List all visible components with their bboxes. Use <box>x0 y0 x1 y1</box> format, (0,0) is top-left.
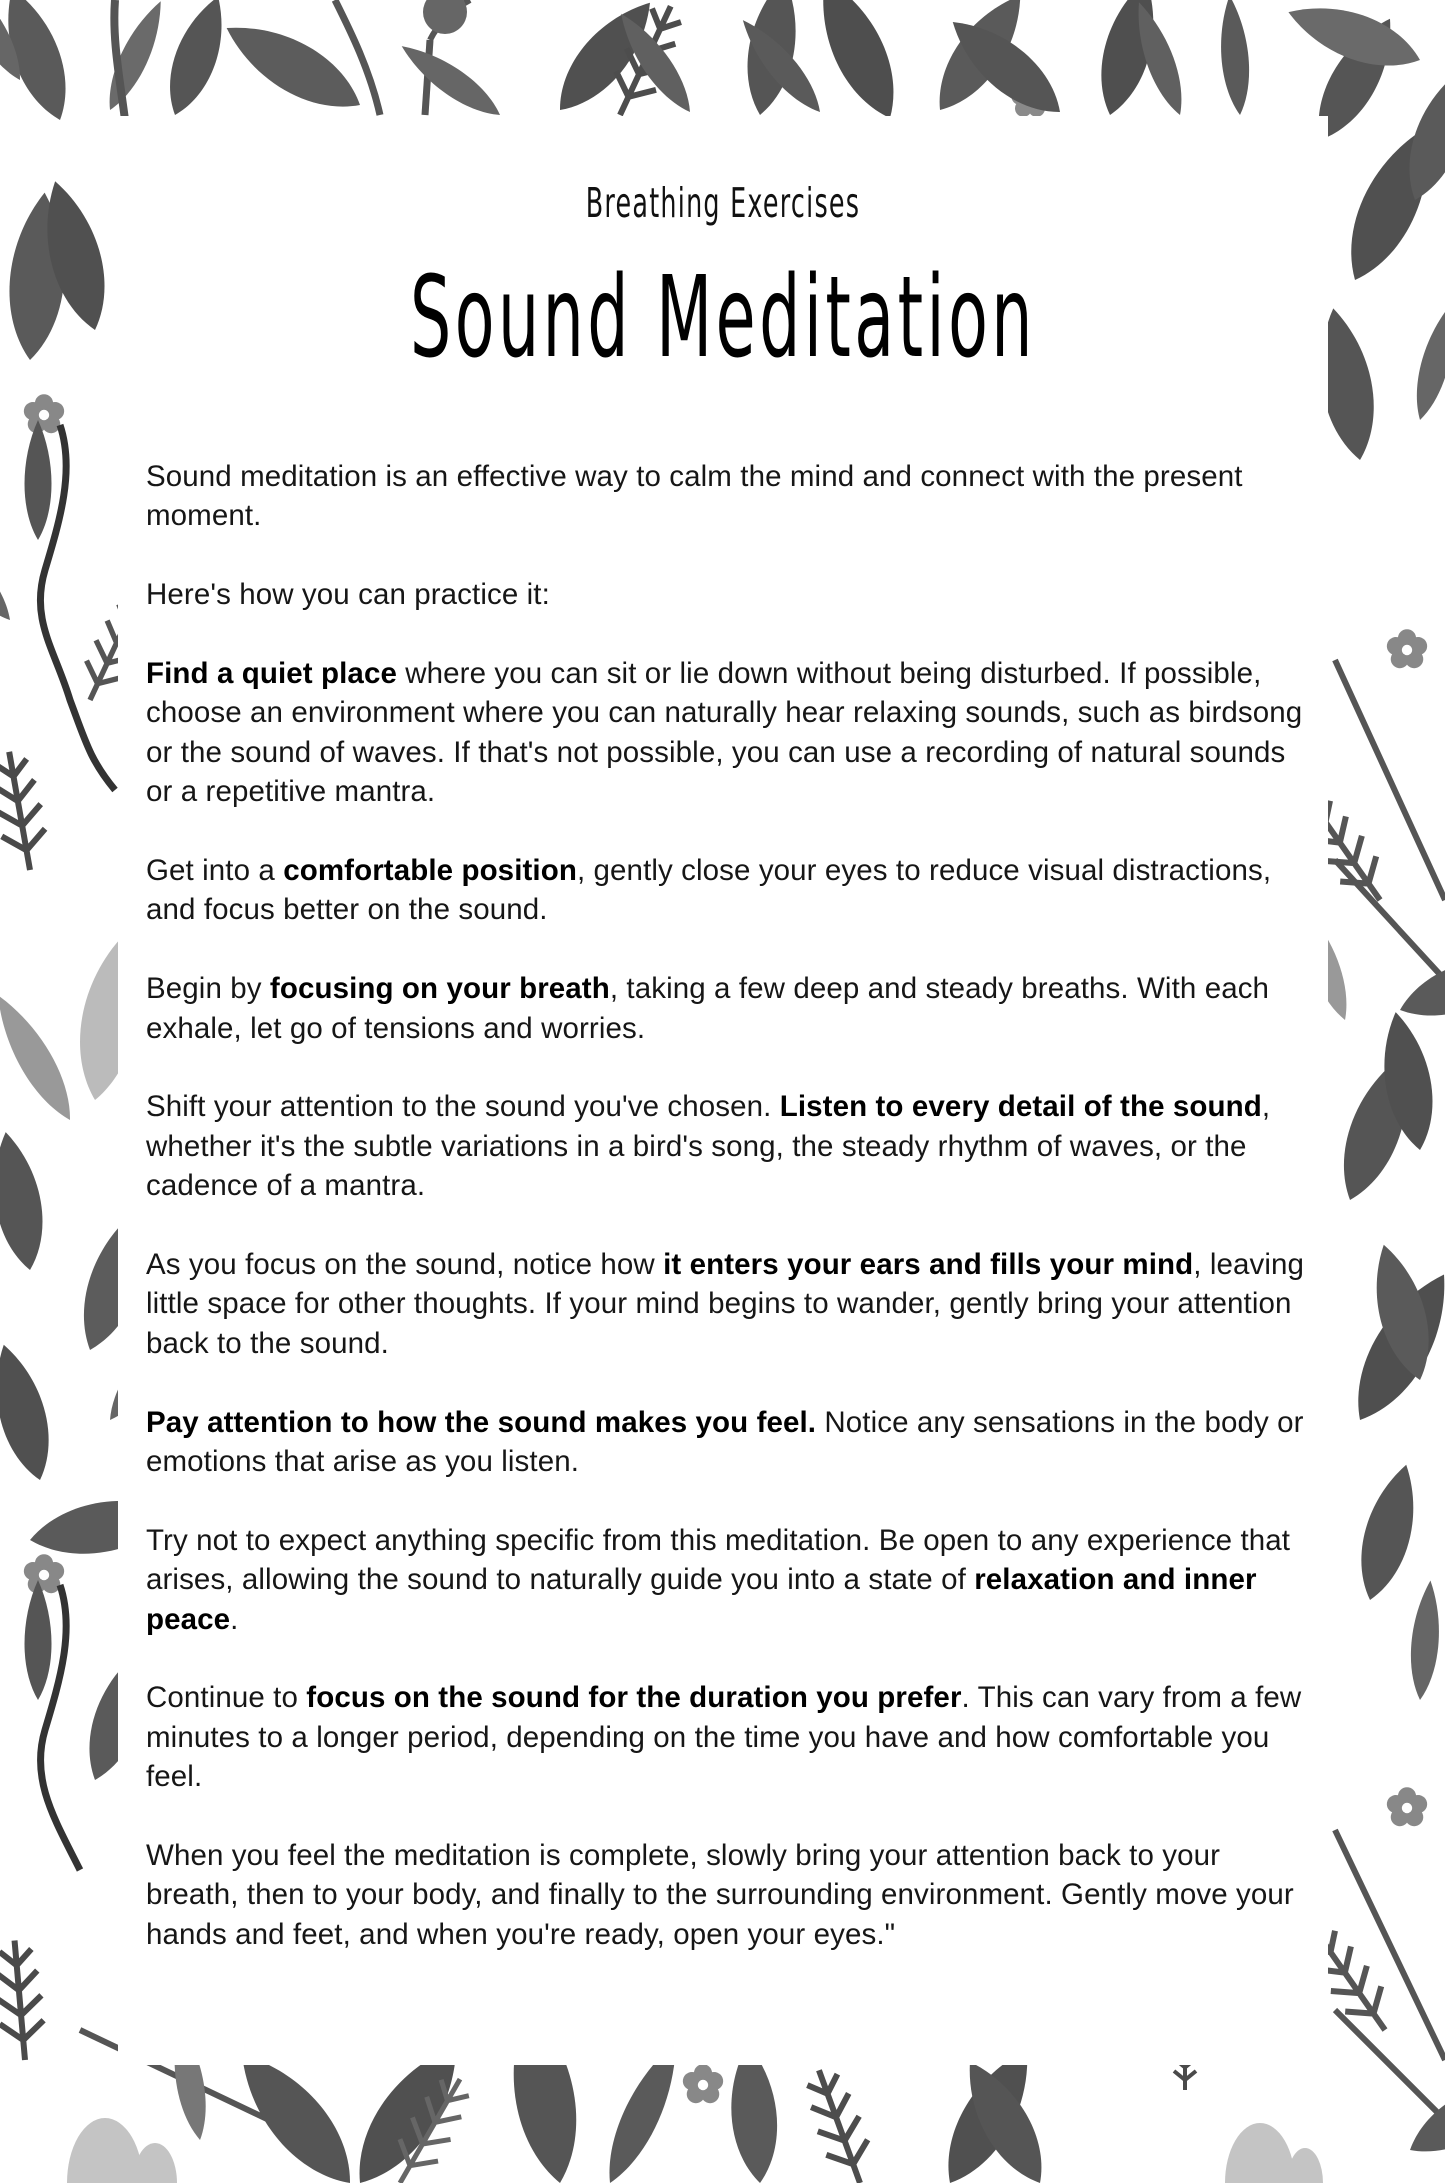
paragraph-listen: Shift your attention to the sound you've chosen. Listen to every detail of the sound, whether it's the subtle variations in a bird's song, the steady rhythm of waves, or the cadence of a mantra. <box>146 1090 1271 1203</box>
highlight: it enters your ears and fills your mind <box>663 1248 1194 1282</box>
page-title: Sound Meditation <box>410 253 1036 383</box>
highlight: Listen to every detail of the sound <box>779 1090 1262 1124</box>
highlight: focus on the sound for the duration you prefer <box>306 1681 962 1715</box>
content-card <box>118 116 1328 2065</box>
paragraph-closing: When you feel the meditation is complete, slowly bring your attention back to your breath, then to your body, and finally to the surrounding environment. Gently move your hands and feet, and when you're ready, open your eyes." <box>146 1839 1294 1951</box>
highlight: relaxation and inner peace <box>146 1563 1257 1636</box>
highlight: Find a quiet place <box>146 657 397 690</box>
paragraph-how-to: Here's how you can practice it: <box>146 578 550 612</box>
paragraph-fills-mind: As you focus on the sound, notice how it enters your ears and fills your mind, leaving little space for other thoughts. If your mind begins to wander, gently bring your attention back to the sound. <box>146 1248 1305 1360</box>
paragraph-duration: Continue to focus on the sound for the duration you prefer. This can vary from a few minutes to a longer period, depending on the time you have and how comfortable you feel. <box>146 1681 1302 1794</box>
paragraph-breath: Begin by focusing on your breath, taking a few deep and steady breaths. With each exhale, let go of tensions and worries. <box>146 972 1270 1045</box>
paragraph-intro: Sound meditation is an effective way to calm the mind and connect with the present moment. <box>146 460 1243 533</box>
article-body <box>146 457 1306 1994</box>
paragraph-expectations: Try not to expect anything specific from this meditation. Be open to any experience that arises, allowing the sound to naturally guide you into a state of relaxation and inner peace. <box>146 1523 1291 1636</box>
highlight: Pay attention to how the sound makes you feel. <box>146 1405 817 1439</box>
highlight: comfortable position <box>283 854 577 888</box>
section-kicker: Breathing Exercises <box>585 179 861 227</box>
paragraph-quiet-place: Find a quiet place where you can sit or lie down without being disturbed. If possible, choose an environment where you can naturally hear relaxing sounds, such as birdsong or the sound of waves. If that's not possible, you can use a recording of natural sounds or a repetitive mantra. <box>146 657 1303 809</box>
paragraph-position: Get into a comfortable position, gently close your eyes to reduce visual distractions, and focus better on the sound. <box>146 854 1272 927</box>
highlight: focusing on your breath <box>269 972 610 1006</box>
paragraph-feel: Pay attention to how the sound makes you feel. Notice any sensations in the body or emotions that arise as you listen. <box>146 1405 1304 1479</box>
